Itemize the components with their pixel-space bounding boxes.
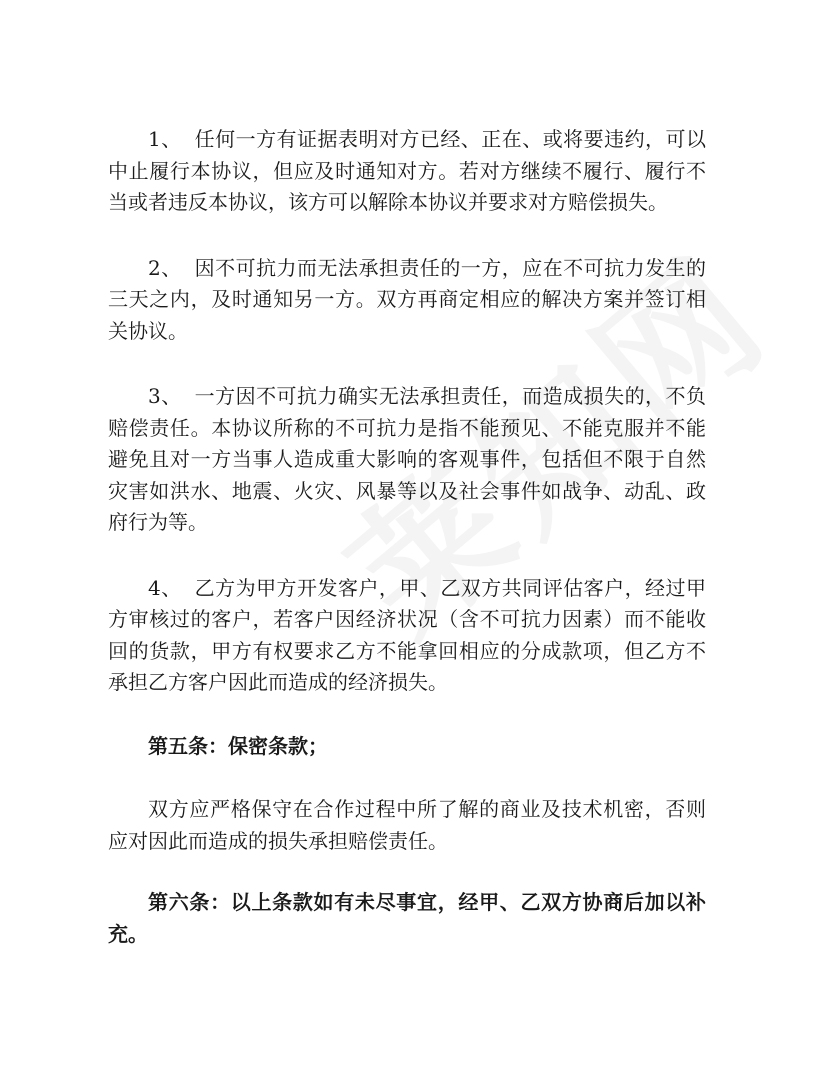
article-5-text: 双方应严格保守在合作过程中所了解的商业及技术机密，否则应对因此而造成的损失承担赔偿责任。 [108, 797, 706, 853]
article-5-heading: 第五条：保密条款； [148, 733, 328, 758]
clause-number: 1、 [148, 127, 182, 151]
clause-1 [108, 124, 706, 219]
clause-number: 3、 [148, 384, 182, 408]
clause-3 [108, 381, 706, 539]
clause-text: 乙方为甲方开发客户，甲、乙双方共同评估客户，经过甲方审核过的客户，若客户因经济状况（含不可抗力因素）而不能收回的货款，甲方有权要求乙方不能拿回相应的分成款项，但乙方不承担乙方客户因此而造成的经济损失。 [108, 575, 706, 694]
clause-text: 任何一方有证据表明对方已经、正在、或将要违约，可以中止履行本协议，但应及时通知对方。若对方继续不履行、履行不当或者违反本协议，该方可以解除本协议并要求对方赔偿损失。 [108, 127, 706, 214]
clause-number: 4、 [148, 575, 182, 600]
clause-number: 2、 [148, 255, 182, 280]
clause-text: 一方因不可抗力确实无法承担责任，而造成损失的，不负赔偿责任。本协议所称的不可抗力是指不能预见、不能克服并不能避免且对一方当事人造成重大影响的客观事件，包括但不限于自然灾害如洪水、地震、火灾、风暴等以及社会事件如战争、动乱、政府行为等。 [108, 384, 706, 534]
clause-text: 因不可抗力而无法承担责任的一方，应在不可抗力发生的三天之内，及时通知另一方。双方再商定相应的解决方案并签订相关协议。 [108, 255, 706, 343]
clause-2 [108, 253, 706, 348]
clause-4 [108, 573, 706, 699]
article-6-heading: 第六条：以上条款如有未尽事宜，经甲、乙双方协商后加以补充。 [108, 890, 706, 946]
document-body [108, 124, 706, 983]
